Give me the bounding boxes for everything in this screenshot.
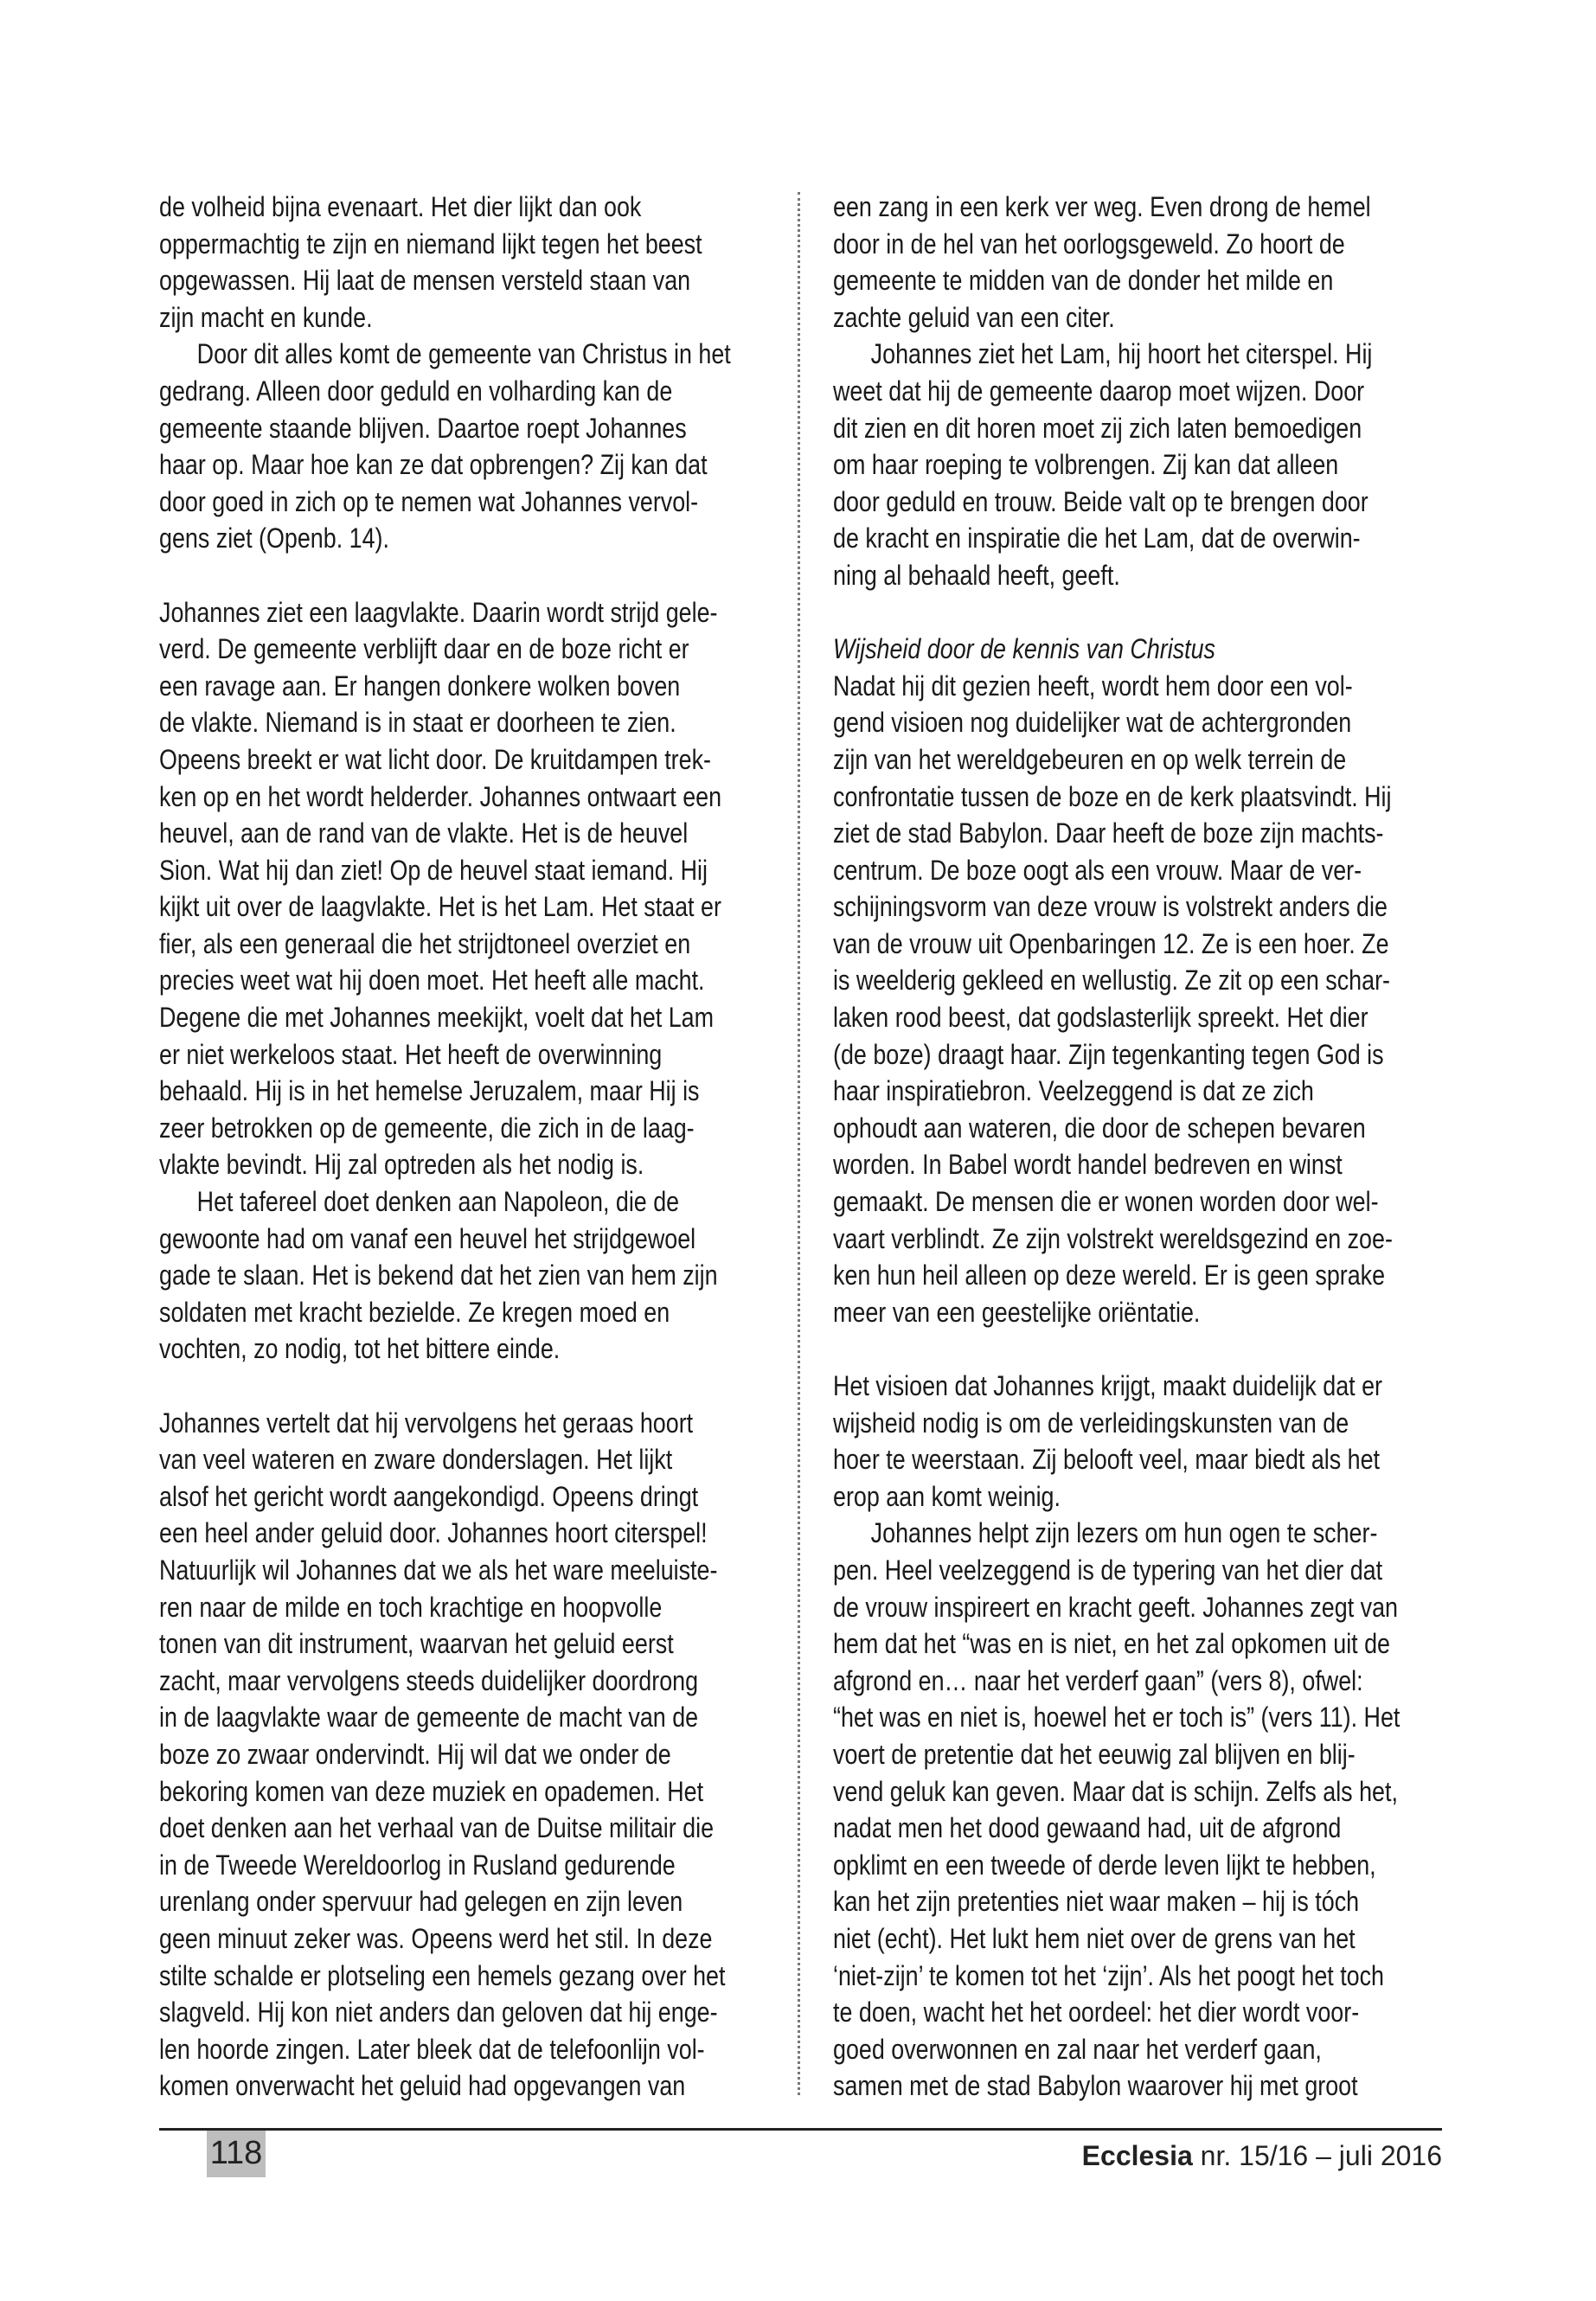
text-line: de vrouw inspireert en kracht geeft. Johannes zegt van xyxy=(833,1591,1398,1623)
text-column-right xyxy=(833,189,1456,2105)
text-line: haar op. Maar hoe kan ze dat opbrengen? Zij kan dat xyxy=(159,449,708,481)
text-line: goed overwonnen en zal naar het verderf gaan, xyxy=(833,2033,1322,2065)
text-line: centrum. De boze oogt als een vrouw. Maar de ver- xyxy=(833,854,1362,886)
text-line: zijn macht en kunde. xyxy=(159,301,373,333)
text-line: ‘niet-zijn’ te komen tot het ‘zijn’. Als het poogt het toch xyxy=(833,1959,1385,1991)
text-line: bekoring komen van deze muziek en opademen. Het xyxy=(159,1775,704,1807)
text-line: van de vrouw uit Openbaringen 12. Ze is een hoer. Ze xyxy=(833,927,1389,959)
text-line: slagveld. Hij kon niet anders dan geloven dat hij enge- xyxy=(159,1997,718,2029)
text-line: Johannes ziet het Lam, hij hoort het citerspel. Hij xyxy=(870,338,1373,370)
text-line: boze zo zwaar ondervindt. Hij wil dat we onder de xyxy=(159,1738,671,1770)
text-line: Johannes vertelt dat hij vervolgens het geraas hoort xyxy=(159,1407,694,1439)
text-line: urenlang onder spervuur had gelegen en zijn leven xyxy=(159,1886,683,1918)
paragraph xyxy=(159,1405,782,2105)
text-line: geen minuut zeker was. Opeens werd het stil. In deze xyxy=(159,1922,713,1954)
text-line: kijkt uit over de laagvlakte. Het is het Lam. Het staat er xyxy=(159,891,721,923)
text-line: in de laagvlakte waar de gemeente de macht van de xyxy=(159,1702,699,1734)
text-line: ning al behaald heeft, geeft. xyxy=(833,559,1120,591)
text-line: gade te slaan. Het is bekend dat het zien van hem zijn xyxy=(159,1259,718,1292)
text-line: weet dat hij de gemeente daarop moet wijzen. Door xyxy=(833,375,1365,407)
text-line: te doen, wacht het het oordeel: het dier wordt voor- xyxy=(833,1997,1360,2029)
text-line: samen met de stad Babylon waarover hij met groot xyxy=(833,2070,1358,2102)
text-line: gedrang. Alleen door geduld en volharding kan de xyxy=(159,375,673,407)
text-line: gemaakt. De mensen die er wonen worden door wel- xyxy=(833,1186,1379,1218)
text-line: oppermachtig te zijn en niemand lijkt tegen het beest xyxy=(159,228,702,260)
text-line: tonen van dit instrument, waarvan het geluid eerst xyxy=(159,1628,674,1660)
paragraph xyxy=(833,1368,1456,1515)
text-line: van veel wateren en zware donderslagen. Het lijkt xyxy=(159,1444,673,1476)
text-line: Nadat hij dit gezien heeft, wordt hem door een vol- xyxy=(833,670,1353,702)
text-line: behaald. Hij is in het hemelse Jeruzalem, maar Hij is xyxy=(159,1075,700,1107)
text-line: de vlakte. Niemand is in staat er doorheen te zien. xyxy=(159,707,676,739)
paragraph xyxy=(159,336,782,557)
text-line: vaart verblindt. Ze zijn volstrekt wereldsgezind en zoe- xyxy=(833,1222,1393,1254)
text-line: (de boze) draagt haar. Zijn tegenkanting tegen God is xyxy=(833,1038,1384,1070)
text-line: len hoorde zingen. Later bleek dat de telefoonlijn vol- xyxy=(159,2033,705,2065)
text-column-left xyxy=(159,189,782,2105)
text-line: een zang in een kerk ver weg. Even drong de hemel xyxy=(833,191,1371,222)
text-line: wijsheid nodig is om de verleidingskunsten van de xyxy=(833,1407,1349,1439)
text-line: “het was en niet is, hoewel het er toch is” (vers 11). Het xyxy=(833,1702,1401,1734)
page-number: 118 xyxy=(207,2131,266,2177)
text-line: Degene die met Johannes meekijkt, voelt dat het Lam xyxy=(159,1002,715,1034)
paragraph xyxy=(833,1515,1456,2105)
text-line: is weelderig gekleed en wellustig. Ze zit op een schar- xyxy=(833,965,1390,997)
paragraph-gap xyxy=(833,594,1456,631)
text-line: gend visioen nog duidelijker wat de achtergronden xyxy=(833,707,1352,739)
paragraph xyxy=(833,336,1456,593)
text-line: opklimt en een tweede of derde leven lijkt te hebben, xyxy=(833,1849,1376,1881)
text-line: ken hun heil alleen op deze wereld. Er is geen sprake xyxy=(833,1259,1386,1292)
text-line: laken rood beest, dat godslasterlijk spreekt. Het dier xyxy=(833,1002,1368,1034)
text-line: kan het zijn pretenties niet waar maken – hij is tóch xyxy=(833,1886,1360,1918)
text-line: door goed in zich op te nemen wat Johannes vervol- xyxy=(159,485,699,517)
text-line: Johannes helpt zijn lezers om hun ogen te scher- xyxy=(870,1517,1378,1549)
text-line: vend geluk kan geven. Maar dat is schijn. Zelfs als het, xyxy=(833,1775,1398,1807)
text-line: vochten, zo nodig, tot het bittere einde. xyxy=(159,1333,561,1365)
text-line: gens ziet (Openb. 14). xyxy=(159,522,389,554)
text-line: precies weet wat hij doen moet. Het heeft alle macht. xyxy=(159,965,705,997)
text-line: ken op en het wordt helderder. Johannes ontwaart een xyxy=(159,780,722,812)
text-line: afgrond en… naar het verderf gaan” (vers 8), ofwel: xyxy=(833,1664,1363,1696)
text-line: confrontatie tussen de boze en de kerk plaatsvindt. Hij xyxy=(833,780,1392,812)
text-line: doet denken aan het verhaal van de Duitse militair die xyxy=(159,1812,715,1844)
paragraph xyxy=(159,1183,782,1368)
text-line: erop aan komt weinig. xyxy=(833,1480,1061,1512)
section-heading xyxy=(833,631,1456,668)
paragraph-gap xyxy=(833,1330,1456,1368)
text-line: stilte schalde er plotseling een hemels gezang over het xyxy=(159,1959,726,1991)
text-line: gemeente staande blijven. Daartoe roept Johannes xyxy=(159,412,687,444)
text-line: worden. In Babel wordt handel bedreven en winst xyxy=(833,1149,1343,1181)
text-line: haar inspiratiebron. Veelzeggend is dat ze zich xyxy=(833,1075,1314,1107)
magazine-name: Ecclesia xyxy=(1081,2140,1193,2171)
text-line: ren naar de milde en toch krachtige en hoopvolle xyxy=(159,1591,663,1623)
text-line: heuvel, aan de rand van de vlakte. Het is de heuvel xyxy=(159,817,689,849)
text-line: Wijsheid door de kennis van Christus xyxy=(833,633,1215,665)
text-line: Johannes ziet een laagvlakte. Daarin wordt strijd gele- xyxy=(159,596,718,628)
paragraph-gap xyxy=(159,557,782,594)
text-line: Sion. Wat hij dan ziet! Op de heuvel staat iemand. Hij xyxy=(159,854,708,886)
text-line: hoer te weerstaan. Zij belooft veel, maar biedt als het xyxy=(833,1444,1381,1476)
text-line: opgewassen. Hij laat de mensen versteld staan van xyxy=(159,265,691,297)
paragraph xyxy=(159,189,782,336)
text-line: meer van een geestelijke oriëntatie. xyxy=(833,1296,1201,1328)
footer-masthead xyxy=(1082,2140,1442,2172)
text-line: hem dat het “was en is niet, en het zal opkomen uit de xyxy=(833,1628,1391,1660)
text-line: door in de hel van het oorlogsgeweld. Zo hoort de xyxy=(833,228,1345,260)
text-line: er niet werkeloos staat. Het heeft de overwinning xyxy=(159,1038,663,1070)
text-line: Door dit alles komt de gemeente van Christus in het xyxy=(196,338,731,370)
text-line: een heel ander geluid door. Johannes hoort citerspel! xyxy=(159,1517,708,1549)
column-divider xyxy=(798,192,800,2095)
text-line: om haar roeping te volbrengen. Zij kan dat alleen xyxy=(833,449,1339,481)
text-line: soldaten met kracht bezielde. Ze kregen moed en xyxy=(159,1296,670,1328)
text-line: vlakte bevindt. Hij zal optreden als het nodig is. xyxy=(159,1149,644,1181)
text-line: een ravage aan. Er hangen donkere wolken boven xyxy=(159,670,681,702)
paragraph-gap xyxy=(159,1368,782,1405)
text-line: fier, als een generaal die het strijdtoneel overziet en xyxy=(159,927,691,959)
text-line: Opeens breekt er wat licht door. De kruitdampen trek- xyxy=(159,743,711,775)
text-line: zachte geluid van een citer. xyxy=(833,301,1115,333)
text-line: de kracht en inspiratie die het Lam, dat de overwin- xyxy=(833,522,1361,554)
text-line: komen onverwacht het geluid had opgevangen van xyxy=(159,2070,686,2102)
text-line: Het tafereel doet denken aan Napoleon, die de xyxy=(196,1186,680,1218)
text-line: zijn van het wereldgebeuren en op welk terrein de xyxy=(833,743,1347,775)
paragraph xyxy=(159,594,782,1184)
paragraph xyxy=(833,668,1456,1331)
text-line: ophoudt aan wateren, die door de schepen bevaren xyxy=(833,1112,1366,1144)
text-line: schijningsvorm van deze vrouw is volstrekt anders die xyxy=(833,891,1388,923)
text-line: gewoonte had om vanaf een heuvel het strijdgewoel xyxy=(159,1222,696,1254)
text-line: verd. De gemeente verblijft daar en de boze richt er xyxy=(159,633,689,665)
text-line: voert de pretentie dat het eeuwig zal blijven en blij- xyxy=(833,1738,1356,1770)
text-line: ziet de stad Babylon. Daar heeft de boze zijn machts- xyxy=(833,817,1384,849)
text-line: nadat men het dood gewaand had, uit de afgrond xyxy=(833,1812,1342,1844)
text-line: zeer betrokken op de gemeente, die zich in de laag- xyxy=(159,1112,695,1144)
text-line: pen. Heel veelzeggend is de typering van het dier dat xyxy=(833,1554,1383,1586)
text-line: dit zien en dit horen moet zij zich laten bemoedigen xyxy=(833,412,1362,444)
issue-info: nr. 15/16 – juli 2016 xyxy=(1200,2140,1442,2171)
text-line: in de Tweede Wereldoorlog in Rusland gedurende xyxy=(159,1849,676,1881)
text-line: de volheid bijna evenaart. Het dier lijkt dan ook xyxy=(159,191,642,222)
text-line: gemeente te midden van de donder het milde en xyxy=(833,265,1334,297)
text-line: niet (echt). Het lukt hem niet over de grens van het xyxy=(833,1922,1356,1954)
text-line: zacht, maar vervolgens steeds duidelijker doordrong xyxy=(159,1664,699,1696)
text-line: door geduld en trouw. Beide valt op te brengen door xyxy=(833,485,1368,517)
text-line: Het visioen dat Johannes krijgt, maakt duidelijk dat er xyxy=(833,1370,1383,1401)
text-line: alsof het gericht wordt aangekondigd. Opeens dringt xyxy=(159,1480,699,1512)
footer-rule xyxy=(159,2128,1442,2131)
paragraph xyxy=(833,189,1456,336)
text-line: Natuurlijk wil Johannes dat we als het ware meeluiste- xyxy=(159,1554,718,1586)
